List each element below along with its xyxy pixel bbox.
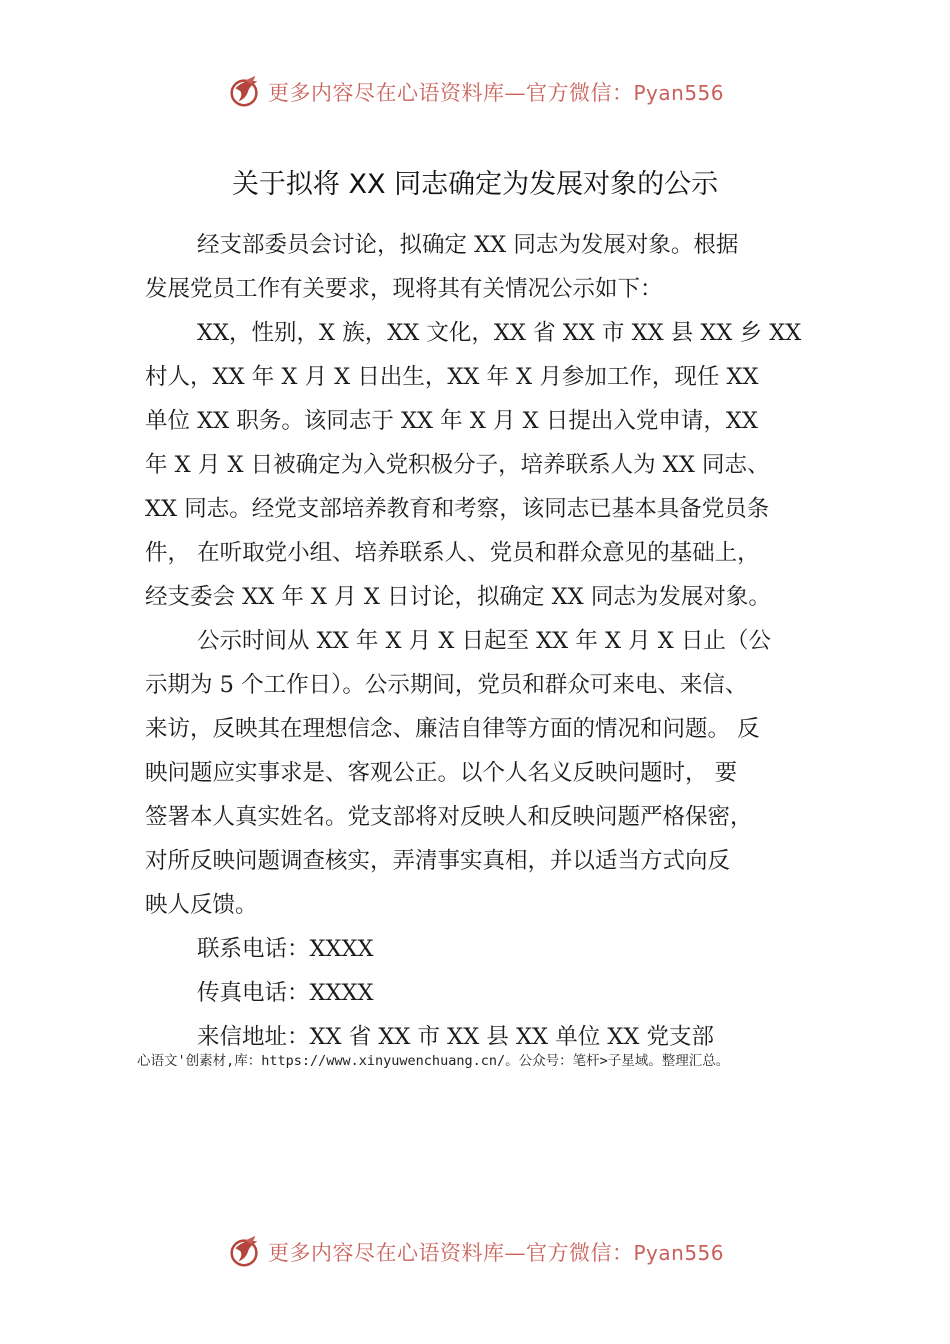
paragraph-line: XX 同志。经党支部培养教育和考察，该同志已基本具备党员条 <box>145 496 770 522</box>
paragraph-line: 示期为 5 个工作日）。公示期间，党员和群众可来电、来信、 <box>145 672 748 698</box>
footer-banner <box>0 1232 950 1272</box>
paragraph-line: 发展党员工作有关要求，现将其有关情况公示如下： <box>145 276 663 302</box>
contact-fax: 传真电话：XXXX <box>197 980 374 1006</box>
paragraph-line: 经支委会 XX 年 X 月 X 日讨论，拟确定 XX 同志为发展对象。 <box>145 584 771 610</box>
brand-logo-icon <box>226 73 264 111</box>
source-footnote: 心语文'创素材,库：https://www.xinyuwenchuang.cn/。公众号：笔杆>子星域。整理汇总。 <box>137 1053 730 1069</box>
paragraph-line: 村人，XX 年 X 月 X 日出生，XX 年 X 月参加工作，现任 XX <box>145 364 759 390</box>
paragraph-line: XX，性别，X 族，XX 文化，XX 省 XX 市 XX 县 XX 乡 XX <box>197 320 802 346</box>
paragraph-line: 映问题应实事求是、客观公正。以个人名义反映问题时， 要 <box>145 760 738 786</box>
paragraph-line: 经支部委员会讨论，拟确定 XX 同志为发展对象。根据 <box>197 232 739 258</box>
paragraph-line: 对所反映问题调查核实，弄清事实真相，并以适当方式向反 <box>145 848 731 874</box>
banner-text: 更多内容尽在心语资料库—官方微信：Pyan556 <box>267 1241 724 1265</box>
contact-address: 来信地址：XX 省 XX 市 XX 县 XX 单位 XX 党支部 <box>197 1024 715 1050</box>
paragraph-line: 公示时间从 XX 年 X 月 X 日起至 XX 年 X 月 X 日止（公 <box>197 628 771 654</box>
brand-logo-icon <box>226 1233 264 1271</box>
header-banner <box>0 72 950 112</box>
paragraph-line: 映人反馈。 <box>145 892 258 918</box>
paragraph-line: 单位 XX 职务。该同志于 XX 年 X 月 X 日提出入党申请，XX <box>145 408 758 434</box>
paragraph-line: 签署本人真实姓名。党支部将对反映人和反映问题严格保密， <box>145 804 753 830</box>
paragraph-line: 件， 在听取党小组、培养联系人、党员和群众意见的基础上， <box>145 540 760 566</box>
contact-phone: 联系电话：XXXX <box>197 936 374 962</box>
paragraph-line: 来访，反映其在理想信念、廉洁自律等方面的情况和问题。 反 <box>145 716 760 742</box>
paragraph-line: 年 X 月 X 日被确定为入党积极分子，培养联系人为 XX 同志、 <box>145 452 770 478</box>
banner-text: 更多内容尽在心语资料库—官方微信：Pyan556 <box>267 81 724 105</box>
document-title: 关于拟将 XX 同志确定为发展对象的公示 <box>231 169 719 200</box>
